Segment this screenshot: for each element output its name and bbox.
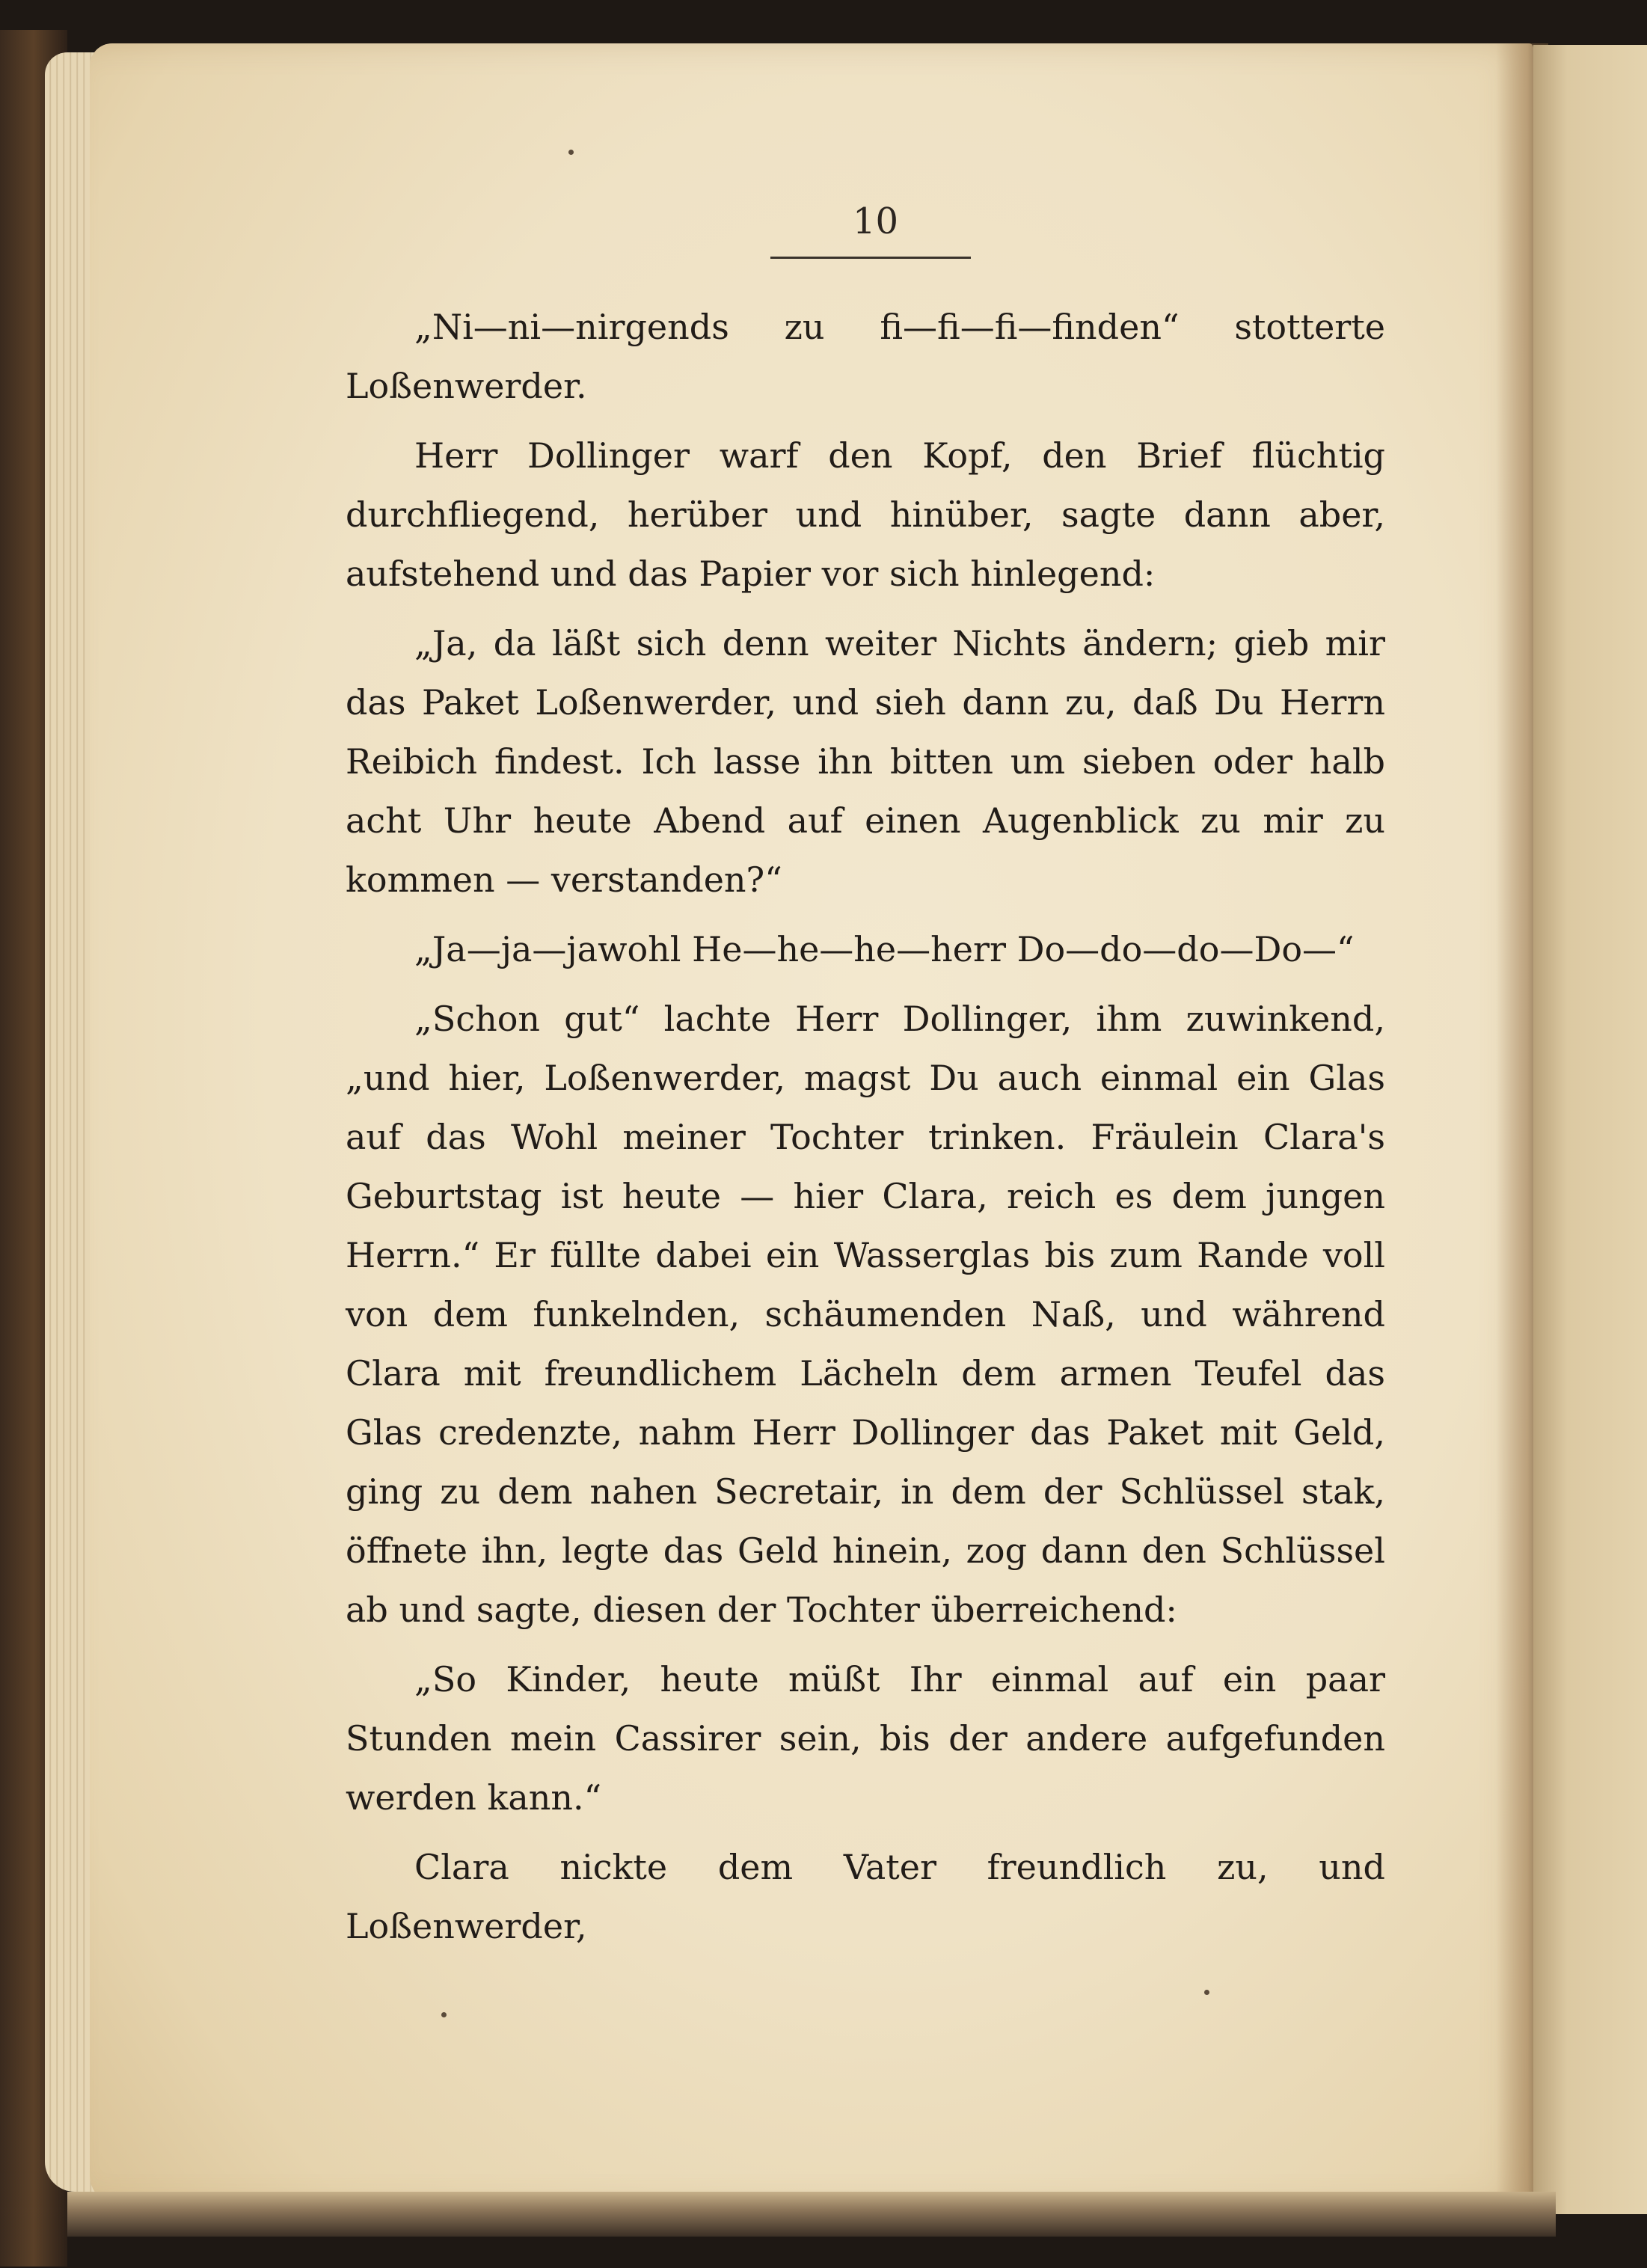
header-rule — [770, 257, 971, 259]
paragraph: Herr Dollinger warf den Kopf, den Brief flüchtig durchfliegend, herüber und hinüber, sagte dann aber, aufstehend und das Papier vor sich hinlegend: — [346, 435, 1385, 594]
book-bottom-edge — [67, 2192, 1556, 2237]
paragraph: „Ja, da läßt sich denn weiter Nichts ändern; gieb mir das Paket Loßenwerder, und sieh dann zu, daß Du Herrn Reibich findest. Ich lasse ihn bitten um sieben oder halb acht Uhr heute Abend auf einen Augenblick zu mir zu kommen — verstanden?“ — [346, 623, 1385, 900]
page-number: 10 — [853, 200, 899, 242]
paragraph: „Ni—ni—nirgends zu fi—fi—fi—finden“ stotterte Loßenwerder. — [346, 307, 1385, 406]
paragraph: Clara nickte dem Vater freundlich zu, und Loßenwerder, — [346, 1847, 1385, 1946]
paragraph: „Ja—ja—jawohl He—he—he—herr Do—do—do—Do—“ — [414, 929, 1355, 969]
paper-speck — [1204, 1990, 1209, 1995]
paragraph: „So Kinder, heute müßt Ihr einmal auf ein paar Stunden mein Cassirer sein, bis der andere aufgefunden werden kann.“ — [346, 1659, 1385, 1818]
facing-page-edge — [1533, 45, 1647, 2214]
paper-speck — [568, 150, 574, 155]
paper-speck — [441, 2012, 447, 2017]
paragraph: „Schon gut“ lachte Herr Dollinger, ihm zuwinkend, „und hier, Loßenwerder, magst Du auch einmal ein Glas auf das Wohl meiner Tochter trinken. Fräulein Clara's Geburtstag ist heute — hier Clara, reich es dem jungen Herrn.“ Er füllte dabei ein Wasserglas bis zum Rande voll von dem funkelnden, schäumenden Naß, und während Clara mit freundlichem Lächeln dem armen Teufel das Glas credenzte, nahm Herr Dollinger das Paket mit Geld, ging zu dem nahen Secretair, in dem der Schlüssel stak, öffnete ihn, legte das Geld hinein, zog dann den Schlüssel ab und sagte, diesen der Tochter überreichend: — [346, 999, 1385, 1630]
body-text — [346, 298, 1385, 1956]
